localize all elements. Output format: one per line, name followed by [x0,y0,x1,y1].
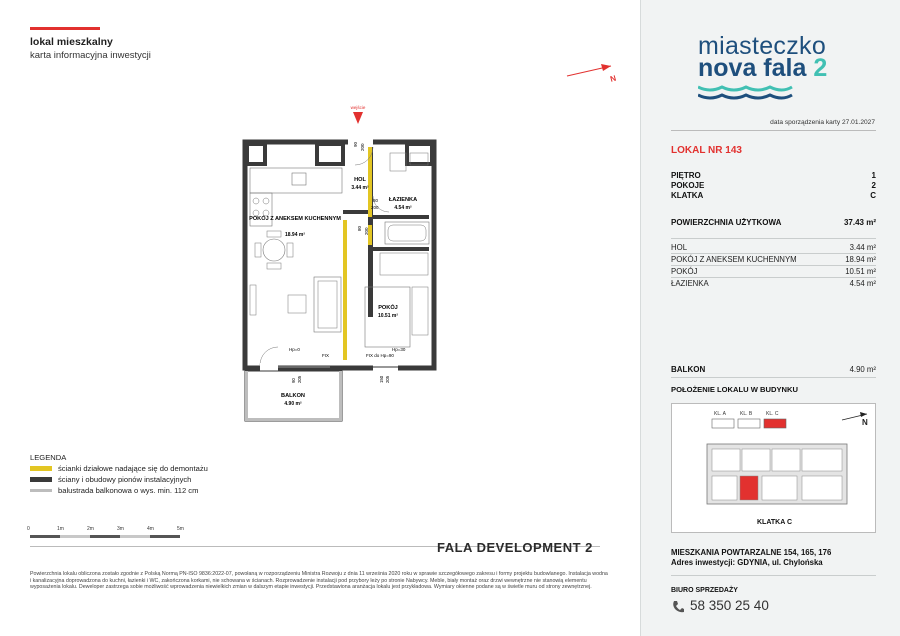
room-area-balkon: 4.90 m² [284,401,302,407]
room-row: ŁAZIENKA 4.54 m² [671,279,876,288]
scale-label: 2m [87,526,94,532]
door-dim-bath-a: 80 [373,198,379,203]
legend-text: ściany i obudowy pionów instalacyjnych [58,475,192,484]
developer-logo: FALA DEVELOPMENT 2 [437,540,593,555]
room-row: HOL 3.44 m² [671,243,876,252]
divider [671,253,876,254]
divider [671,377,876,378]
entrance-label: wejście [350,105,366,110]
door-dim-top-a: 90 [353,141,358,147]
mark-fix-do: FIX do Hp=90 [366,353,394,358]
building-position-map [671,403,876,533]
page-title: lokal mieszkalny [30,36,113,48]
legend-swatch-dark [30,477,52,482]
legend-item [30,486,330,497]
room-label-balkon: BALKON [281,393,305,399]
legend-item [30,475,330,486]
room-area-pokoj-aneks: 18.94 m² [284,232,306,238]
north-label: N [609,73,618,84]
lokal-number: LOKAL NR 143 [671,145,742,156]
room-row: POKÓJ Z ANEKSEM KUCHENNYM 18.94 m² [671,255,876,264]
staircase-label-b: KL. B [740,411,753,417]
rooms-row: POKOJE 2 [671,181,876,190]
legend-item [30,464,330,475]
legend-text: ścianki działowe nadające się do demontażu [58,464,208,473]
room-label-lazienka: ŁAZIENKA [388,197,418,203]
room-label-pokoj: POKÓJ [378,305,398,311]
room-label-pokoj-aneks: POKÓJ Z ANEKSEM KUCHENNYM [249,216,341,222]
balcony-row: BALKON 4.90 m² [671,365,876,374]
divider [671,130,876,131]
scale-label: 3m [117,526,124,532]
brand-waves-icon [698,84,793,104]
brand-line1: miasteczko [698,32,827,60]
divider [671,265,876,266]
legend-swatch-grey [30,489,52,492]
position-caption: KLATKA C [757,519,792,526]
brand-name: nova fala [698,54,807,82]
staircase-label-c: KL. C [766,411,779,417]
staircase-label-a: KL. A [714,411,726,417]
floor-plan [240,95,450,430]
north-arrow-icon [565,60,625,85]
repeat-flats: MIESZKANIA POWTARZALNE 154, 165, 176 [671,548,832,557]
sales-phone[interactable]: 58 350 25 40 [690,598,769,613]
phone-icon [671,600,685,614]
legend [30,464,330,497]
page-subtitle: karta informacyjna inwestycji [30,50,151,61]
investment-address: Adres inwestycji: GDYNIA, ul. Chylońska [671,558,823,567]
door-dim-win-a: 150 [379,375,384,383]
door-dim-win-b: 205 [385,375,390,383]
scale-label: 0 [27,526,30,532]
legend-swatch-yellow [30,466,52,471]
disclaimer: Powierzchnia lokalu obliczona zostało zgodnie z Polską Normą PN-ISO 9836:2022-07, powołaną w rozporządzeniu Ministra Rozwoju z dnia 11 września 2020 roku w sprawie szczegółowego zakresu i formy projektu budowlanego. Instalacja wodna i kanalizacyjna doprowadzona do kuchni, łazienki i WC, zakończona korkami, nie schowana w ścianach. Rozprowadzenie instalacji pod przybory leży po stronie Nabywcy. Meble, biały montaż oraz drzwi wewnętrzne nie stanowią elementu wyposażenia lokalu. Deweloper zastrzega sobie możliwość wprowadzenia niewielkich zmian w dalszym etapie inwestycji. Przedstawiona aranżacja lokalu jest przykładowa. Wymiary okienne podane są w świetle muru od strony zewnętrznej. [30,571,608,591]
scale-label: 5m [177,526,184,532]
header-accent-bar [30,27,100,30]
room-area-pokoj: 10.51 m² [377,313,399,319]
door-dim-room-b: 200 [364,227,369,235]
room-area-lazienka: 4.54 m² [394,205,412,211]
legend-title: LEGENDA [30,453,67,462]
scale-label: 1m [57,526,64,532]
brand-line2 [698,56,827,81]
card-date: data sporządzenia karty 27.01.2027 [770,119,875,126]
scale-label: 4m [147,526,154,532]
right-panel [640,0,900,636]
floor-row: PIĘTRO 1 [671,171,876,180]
door-dim-bal-a: 90 [291,378,296,383]
divider [671,277,876,278]
door-dim-bal-b: 205 [297,375,302,383]
door-dim-room-a: 80 [357,225,362,231]
room-label-hol: HOL [354,177,366,183]
brand-number: 2 [813,54,828,82]
entrance-arrow-icon [353,112,363,124]
staircase-row: KLATKA C [671,191,876,200]
legend-text: balustrada balkonowa o wys. min. 112 cm [58,486,199,495]
mark-hp0: Hp=0 [289,347,300,352]
room-area-hol: 3.44 m² [351,185,369,191]
building-plan-icon [672,404,877,534]
door-dim-bath-b: 200 [371,205,379,210]
mark-fix: FIX [322,353,330,358]
mark-hp30: Hp=30 [392,347,406,352]
divider [671,238,876,239]
door-dim-top-b: 200 [360,143,365,151]
scale-bar [27,526,190,542]
usable-area-row: POWIERZCHNIA UŻYTKOWA 37.43 m² [671,218,876,227]
sales-label: BIURO SPRZEDAŻY [671,587,738,594]
room-row: POKÓJ 10.51 m² [671,267,876,276]
position-title: POŁOŻENIE LOKALU W BUDYNKU [671,385,798,394]
divider [671,575,876,576]
north-label-small: N [862,418,868,427]
